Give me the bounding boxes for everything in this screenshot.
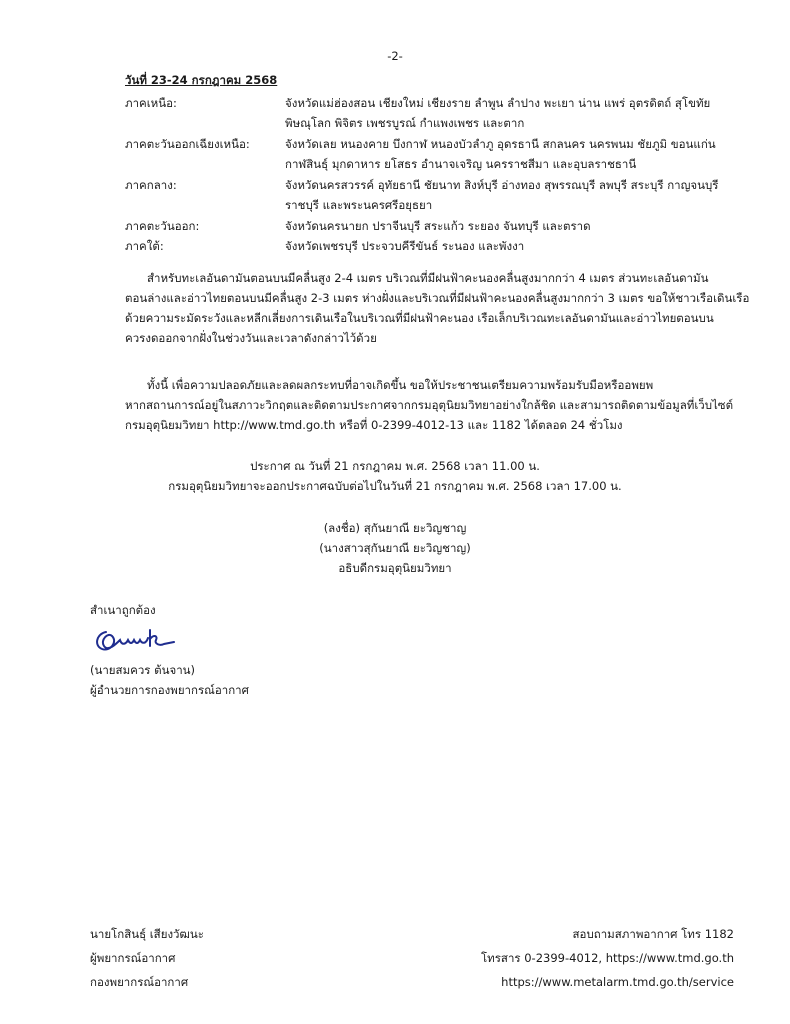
region-provinces-line: พิษณุโลก พิจิตร เพชรบูรณ์ กำแพงเพชร และตาก: [285, 116, 525, 130]
paragraph-line: กรมอุตุนิยมวิทยา http://www.tmd.go.th หรือที่ 0-2399-4012-13 และ 1182 ได้ตลอด 24 ชั่วโมง: [125, 418, 623, 432]
announcement-block: [150, 456, 640, 496]
paragraph-line: ด้วยความระมัดระวังและหลีกเลี่ยงการเดินเรือในบริเวณที่มีฝนฟ้าคะนอง เรือเล็กบริเวณทะเลอันดามันและอ่าวไทยตอนบน: [125, 311, 714, 325]
paragraph-line: สำหรับทะเลอันดามันตอนบนมีคลื่นสูง 2-4 เมตร บริเวณที่มีฝนฟ้าคะนองคลื่นสูงมากกว่า 4 เมตร ส่วนทะเลอันดามัน: [147, 271, 709, 285]
contact-phone: สอบถามสภาพอากาศ โทร 1182: [572, 927, 734, 941]
region-provinces-line: จังหวัดเลย หนองคาย บึงกาฬ หนองบัวลำภู อุดรธานี สกลนคร นครพนม ชัยภูมิ ขอนแก่น: [285, 137, 716, 151]
certified-copy-label-block: [90, 600, 156, 620]
sea-warning-paragraph: [125, 268, 750, 348]
certifier-name: (นายสมควร ต้นจาน): [90, 663, 195, 677]
signed-by: (ลงชื่อ) สุกันยาณี ยะวิญชาญ: [323, 521, 467, 535]
region-provinces: [285, 134, 730, 174]
region-provinces: [285, 93, 730, 133]
region-label: ภาคใต้:: [125, 239, 164, 253]
region-provinces-line: ราชบุรี และพระนครศรีอยุธยา: [285, 198, 433, 212]
forecaster-division: กองพยากรณ์อากาศ: [90, 975, 189, 989]
paragraph-line: หากสถานการณ์อยู่ในสภาวะวิกฤตและติดตามประกาศจากกรมอุตุนิยมวิทยาอย่างใกล้ชิด และสามารถติดตามข้อมูลที่เว็บไซต์: [125, 398, 734, 412]
safety-paragraph: [125, 375, 735, 435]
certifier-position: ผู้อำนวยการกองพยากรณ์อากาศ: [90, 683, 249, 697]
certified-copy-block: [90, 660, 249, 700]
paragraph-line: ตอนล่างและอ่าวไทยตอนบนมีคลื่นสูง 2-3 เมตร ห่างฝั่งและบริเวณที่มีฝนฟ้าคะนองคลื่นสูงมากกว่า 3 เมตร ขอให้ชาวเรือเดินเรือ: [125, 291, 750, 305]
paragraph-line: ทั้งนี้ เพื่อความปลอดภัยและลดผลกระทบที่อาจเกิดขึ้น ขอให้ประชาชนเตรียมความพร้อมรับมือหรืออพยพ: [147, 378, 654, 392]
certified-copy-label: สำเนาถูกต้อง: [90, 603, 156, 617]
footer-forecaster: [90, 924, 204, 996]
region-provinces: [285, 236, 730, 256]
region-provinces-line: จังหวัดเพชรบุรี ประจวบคีรีขันธ์ ระนอง และพังงา: [285, 239, 525, 253]
region-provinces: [285, 175, 730, 215]
announcement-date: ประกาศ ณ วันที่ 21 กรกฎาคม พ.ศ. 2568 เวลา 11.00 น.: [250, 459, 540, 473]
signatory-title: อธิบดีกรมอุตุนิยมวิทยา: [338, 561, 452, 575]
signatory-name: (นางสาวสุกันยาณี ยะวิญชาญ): [319, 541, 471, 555]
region-provinces-line: จังหวัดนครสวรรค์ อุทัยธานี ชัยนาท สิงห์บุรี อ่างทอง สุพรรณบุรี ลพบุรี สระบุรี กาญจนบุรี: [285, 178, 719, 192]
footer-contact: [481, 924, 734, 996]
forecaster-role: ผู้พยากรณ์อากาศ: [90, 951, 176, 965]
region-provinces: [285, 216, 730, 236]
region-provinces-line: จังหวัดนครนายก ปราจีนบุรี สระแก้ว ระยอง จันทบุรี และตราด: [285, 219, 591, 233]
region-label: ภาคเหนือ:: [125, 96, 177, 110]
paragraph-line: ควรงดออกจากฝั่งในช่วงวันและเวลาดังกล่าวไว้ด้วย: [125, 331, 377, 345]
next-announcement: กรมอุตุนิยมวิทยาจะออกประกาศฉบับต่อไปในวันที่ 21 กรกฎาคม พ.ศ. 2568 เวลา 17.00 น.: [168, 479, 622, 493]
region-provinces-line: กาฬสินธุ์ มุกดาหาร ยโสธร อำนาจเจริญ นครราชสีมา และอุบลราชธานี: [285, 157, 637, 171]
page-number: -2-: [387, 49, 403, 63]
handwritten-signature: [92, 622, 182, 656]
contact-service-url: https://www.metalarm.tmd.go.th/service: [501, 975, 734, 989]
forecaster-name: นายโกสินธุ์ เสียงวัฒนะ: [90, 927, 204, 941]
section-date-heading: วันที่ 23-24 กรกฎาคม 2568: [125, 73, 278, 87]
region-label: ภาคกลาง:: [125, 178, 177, 192]
region-label: ภาคตะวันออกเฉียงเหนือ:: [125, 137, 250, 151]
signatory-block: [250, 518, 540, 578]
contact-fax-website: โทรสาร 0-2399-4012, https://www.tmd.go.th: [481, 951, 734, 965]
region-provinces-line: จังหวัดแม่ฮ่องสอน เชียงใหม่ เชียงราย ลำพูน ลำปาง พะเยา น่าน แพร่ อุตรดิตถ์ สุโขทัย: [285, 96, 711, 110]
region-label: ภาคตะวันออก:: [125, 219, 200, 233]
